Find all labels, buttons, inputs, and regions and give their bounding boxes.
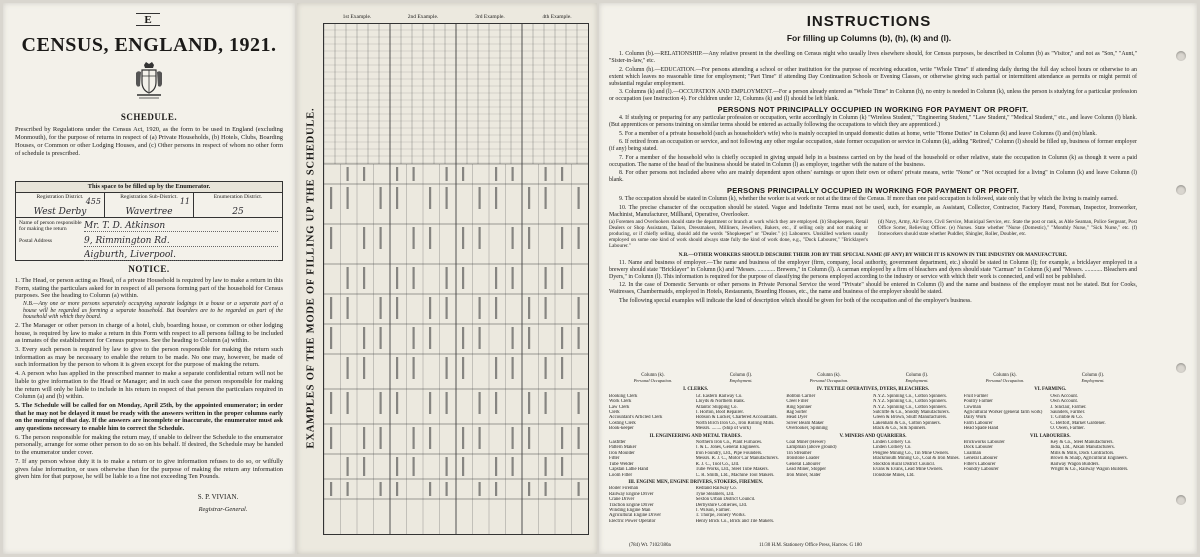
census-title: CENSUS, ENGLAND, 1921. bbox=[21, 34, 277, 56]
example-row: Head Spade Hand O. Owen, Farmer. bbox=[963, 426, 1085, 432]
example-row: Farm Labourer C. Belfort, Market Gardener. bbox=[963, 420, 1106, 426]
example-row: Lead Miner, Stopper Evans & Evans, Lead Mine Owners. bbox=[786, 467, 944, 473]
example-row: Agricultural Worker (general farm work) Saunders, Farmer. bbox=[963, 410, 1086, 416]
instruction-para: 1. Column (b).—RELATIONSHIP.—Any relative present in the dwelling on Census night who usually lives elsewhere should, for Census purposes, be described in Column (b) as "Visitor," and not as "Son," "Aunt," "Sister-in-law," etc. bbox=[609, 51, 1137, 64]
example-row: Gasfitter Northern Iron Co., Plant Furnaces. bbox=[609, 440, 763, 446]
example-row: Boiler Fireman Redland Railway Co. bbox=[609, 486, 737, 492]
example-row: General Labourer Brown & Sharp, Agricultural Engineers. bbox=[963, 456, 1128, 462]
instructions-subtitle: For filling up Columns (b), (h), (k) and (l). bbox=[786, 33, 952, 43]
instruction-para: 11. Name and business of employer.—The name and business of the employer (firm, company, local authority, government department, etc.) should be stated in Column (l); for example, a bricklayer employed in a brewery should state "Bricklayer" in Column (k) and "Messrs. ............ Brewers," in Column (l). A carman employed by a firm of bleachers and dyers should state "Carman" in Column (k) and "Messrs. ............ Bleachers and Dyers," in Column (l). This information is required for the purpose of classifying the persons employed according to the industry or service with which their work is connected, and will not be published. bbox=[609, 259, 1137, 280]
postal-address-line2: Aigburth, Liverpool. bbox=[84, 250, 278, 261]
example-row: Foundry Labourer Wright & Co., Railway Wagon Builders. bbox=[963, 467, 1129, 473]
example-row: Work Clerk Lloyds & Northern Bank. bbox=[609, 399, 745, 405]
example-row: Ironstone Loader Blackmouth Mining Co., Coal & Iron Mines. bbox=[786, 456, 960, 462]
instruction-para: 6. If retired from an occupation or service, and not following any other regular occupation, state former occupation or service in Column (k), adding "Retired," Column (l) should be filled up, business of former employer (if any) being stated. bbox=[609, 139, 1137, 152]
example-group-title: V. MINERS AND QUARRIERS. bbox=[839, 433, 907, 439]
example-group-title: IV. TEXTILE OPERATIVES, DYERS, BLEACHERS. bbox=[816, 387, 930, 393]
example-row: Winding Engine Man J. Wilson, Farmer. bbox=[609, 507, 731, 513]
example-row: Booking Clerk Gt. Eastern Railway Co. bbox=[609, 393, 743, 399]
instruction-para: 10. The precise character of the occupation should be stated. Vague and Indefinite Terms must not be used, such, for example, as Assistant, Collector, Contractor, Factory Hand, Foreman, Inspector, Ironworker, Machinist, Manufacturer, Millhand, Operative, Overlooker. bbox=[609, 204, 1137, 218]
example-column-head: Column (l). Employment. bbox=[905, 373, 929, 384]
enumeration-district bbox=[194, 193, 282, 217]
responsible-person-value: Mr. T. D. Atkinson bbox=[84, 221, 278, 232]
examples-title: EXAMPLES OF THE MODE OF FILLING UP THE SCHEDULE. bbox=[305, 107, 317, 449]
instruction-para: 2. Column (h).—EDUCATION.—For persons attending a school or other institution for the purpose of receiving education, write "Whole Time" if attending daily during the full day school hours or otherwise to an extent which leaves no reasonable time for employment; "Part Time" if attending Day Continuation Schools or Evening Classes, or otherwise giving such partial or intermittent attendance as permits or might permit of substantial regular employment. bbox=[609, 66, 1137, 87]
example-column-head: Column (l). Employment. bbox=[1081, 373, 1105, 384]
example-column-head: Column (l). Employment. bbox=[729, 373, 753, 384]
occupation-examples bbox=[609, 373, 1137, 541]
example-column-head: Column (k). Personal Occupation. bbox=[633, 373, 673, 384]
notice-para: 5. The Schedule will be called for on Monday, April 25th, by the appointed enumerator; in order that he may not be delayed it must be ready with the answers written in the proper columns early on the morning of that day. If the answers are incomplete or inaccurate, the enumerator must ask any questions necessary to enable him to correct the Schedule. bbox=[15, 401, 283, 433]
form-letter: E bbox=[136, 13, 160, 26]
example-row: Head Dyer Green & Brown, Shuff Manufacturers. bbox=[786, 415, 948, 421]
example-row: Overlooker, Spinning Black & Co., Silk Spinners. bbox=[786, 426, 927, 432]
example-row: Iron Moulder Iron Foundry, Ltd., Pipe Founders. bbox=[609, 450, 763, 456]
example-row: Loom Fitter C. R. Smith, Ltd., Machine Tool Makers. bbox=[609, 472, 775, 478]
footer-print: 11/30 H.M. Stationery Office Press, Harrow. G 180 bbox=[759, 543, 862, 548]
example-column-head: Column (k). Personal Occupation. bbox=[809, 373, 849, 384]
enumeration-district-label: Enumeration District. bbox=[213, 194, 263, 200]
notice-para: 6. The person responsible for making the return may, if unable to deliver the Schedule to the enumerator personally, arrange for some other person to do so on his behalf. If desired, the Schedule may be handed to the enumerator under cover. bbox=[15, 433, 283, 457]
registration-district bbox=[16, 193, 105, 217]
postal-address-line1: 9, Rimmington Rd. bbox=[84, 236, 278, 247]
example-row: Traction Engine Driver Derbyshire Collieries, Ltd. bbox=[609, 502, 748, 508]
example-label-3: 3rd Example. bbox=[475, 14, 505, 20]
notice-para: 3. Every such person is required by law to give to the person responsible for making the return such information as may be necessary to enable the return to be made. No one may, however, be made of such information by the person to whom it is given except for the purpose of making the return. bbox=[15, 346, 283, 369]
registration-district-value: West Derby bbox=[33, 207, 87, 217]
instruction-para: 9. The occupation should be stated in Column (k), whether the worker is at work or not at the time of the Census. If more than one paid occupation is followed, state only that by which the living is mainly earned. bbox=[619, 196, 1119, 202]
instructions-title: INSTRUCTIONS bbox=[806, 13, 932, 30]
registration-district-label: Registration District. bbox=[36, 194, 84, 200]
example-row: General Labourer Stockton Rural District Council. bbox=[786, 461, 936, 467]
instruction-para: 7. For a member of the household who is chiefly occupied in giving unpaid help in a business carried on by the head of the household or other relative, state the occupation in Column (k) as though it were a paid occupation. The name of the head of the business should be stated in Column (l) as employer, together with the nature of the business. bbox=[609, 154, 1137, 168]
registration-district-number: 455 bbox=[85, 197, 101, 206]
heading-working: PERSONS PRINCIPALLY OCCUPIED IN WORKING FOR PAYMENT OR PROFIT. bbox=[727, 186, 1019, 195]
example-row: Silver Beam Maker Lakenham & Co., Cotton Spinners. bbox=[786, 420, 941, 426]
punch-hole bbox=[1176, 51, 1186, 61]
occupation-notes-right: (d) Navy, Army, Air Force, Civil Service, Municipal Service, etc. State the post or rank, as Able Seaman, Police Sergeant, Post Office Sorter, Relieving Officer. (e) Nurses. State whether "Nurse (Domestic)," "Monthly Nurse," "Sick Nurse," etc. (f) Ironworkers should state whether Puddler, Shingler, Roller, Doubler, etc. bbox=[878, 219, 1137, 237]
example-label-2: 2nd Example. bbox=[407, 14, 439, 20]
example-label-4: 4th Example. bbox=[542, 14, 572, 20]
example-row: Book-keeper Messrs. ........ (Ship of work) bbox=[609, 426, 751, 432]
punch-hole bbox=[1176, 495, 1186, 505]
example-group-title: II. ENGINEERING AND METAL TRADES. bbox=[649, 433, 742, 439]
instructions-page bbox=[599, 3, 1197, 554]
example-row: Rag Sorter Sutcliffe & Co., Shoddy Manufacturers. bbox=[786, 410, 950, 416]
nb-line: N.B.—OTHER WORKERS SHOULD DESCRIBE THEIR JOB BY THE SPECIAL NAME (IF ANY) BY WHICH IT IS KNOWN IN THE INDUSTRY OR MANUFACTURE. bbox=[678, 251, 1068, 258]
example-row: Creel Filler N.Y.Z. Spinning Co., Cotton Spinners. bbox=[786, 399, 948, 405]
instruction-para: 8. For other persons not included above who are mainly dependent upon others' earnings or upon their own or others' private means, write "None" or "Not occupied for a living" in Column (k) and leave Column (l) blank. bbox=[609, 170, 1137, 183]
notice-para: 4. A person who has applied in the prescribed manner to make a separate confidential return will not be liable to give information to the Head or Manager; and in such case the person responsible for making the return will only be liable to include in his return in respect of that person the particulars required in Column (a) and (b) within. bbox=[15, 370, 283, 401]
instructions-body bbox=[609, 51, 1137, 306]
notice-para: N.B.—Any one or more persons separately occupying separate lodgings in a house or a separate part of a house will be regarded as forming a separate household. But boarders are to be regarded as part of the household with which they board. bbox=[23, 301, 283, 321]
notice-heading: NOTICE. bbox=[128, 264, 170, 274]
registration-sub-district-value: Wavertree bbox=[125, 207, 173, 217]
example-row: Law Clerk Atlantic Shipping Co. bbox=[609, 404, 738, 410]
example-column bbox=[609, 385, 782, 524]
postal-address-label: Postal Address bbox=[19, 238, 53, 244]
example-row: Fitter Messrs. R. J. C., Motor Car Manufacturers. bbox=[609, 456, 779, 462]
example-row: Coal Miner (Hewer) Linden Colliery Co. bbox=[786, 440, 912, 446]
example-row: Poultry Farmer Own Account. bbox=[963, 399, 1079, 405]
punch-hole bbox=[1176, 363, 1186, 373]
example-row: Clerk J. Horton, Boot Repairer. bbox=[609, 410, 744, 416]
occupation-notes-left: (a) Foremen and Overlookers should state the department or branch at work which they are employed. (b) Shopkeepers, Retail Dealers or Shop Assistants, Tailors, Dressmakers, Milliners, Jewellers, Bakers, etc., if selling only and not making or producing, or if chiefly selling, should add the words "Shopkeeper" or "Dealer." (c) Labourers. Unskilled workers usually employed on some one kind of work should always state fully the kind of work done, e.g., "Dock Labourer," "Bricklayer's Labourer." bbox=[609, 219, 868, 249]
examples-grid bbox=[324, 24, 588, 534]
example-row: Costing Clerk North Birch Iron Co., Iron Rolling Mills. bbox=[609, 420, 775, 426]
registration-sub-district-label: Registration Sub-District. bbox=[120, 194, 178, 200]
example-row: Ring Spinner N.Y.Z. Spinning Co., Cotton Spinners. bbox=[786, 404, 948, 410]
census-schedule-cover-page bbox=[3, 3, 295, 554]
instruction-para: 5. For a member of a private household (such as householder's wife) who is mainly occupied in unpaid domestic duties at home, write "Home Duties" in Column (k) and leave Columns (l) and (m) blank. bbox=[619, 130, 1097, 137]
instruction-para: 12. In the case of Domestic Servants or other persons in Private Personal Service the word "Private" should be entered in Column (l) and the name and business of the employer must not be stated. But for Cooks, Waitresses, Chambermaids, employed in Hotels, Restaurants, Boarding Houses, etc., the name and business of the employer should be stated. bbox=[609, 282, 1137, 296]
example-row: Coalman Mills & Mills, Dock Contractors. bbox=[963, 450, 1115, 456]
example-row: Agricultural Engine Driver T. Thorpe, Joinery Works. bbox=[609, 513, 746, 519]
schedule-heading: SCHEDULE. bbox=[120, 112, 178, 122]
example-row: Lampman (above ground) Linden Colliery Co. bbox=[786, 445, 912, 451]
enumerator-box bbox=[15, 181, 283, 261]
example-row: Electric Power Operator Henry Brick Co., Brick and Tile Makers. bbox=[609, 518, 775, 524]
example-row: Brickworks Labourer Key & Co., Steel Manufacturers. bbox=[963, 440, 1114, 446]
signature-title: Registrar-General. bbox=[198, 506, 248, 513]
example-group-title: VI. FARMING. bbox=[1034, 387, 1067, 393]
example-row: Fitter's Labourer Railway Wagon Builders. bbox=[963, 461, 1100, 467]
examples-table bbox=[323, 14, 589, 535]
schedule-intro: Prescribed by Regulations under the Census Act, 1920, as the form to be used in England (excluding Monmouth), for the purpose of returns in respect of (a) Private Households, (b) Hotels, Clubs, Boarding Houses, or Common or other Lodging Houses, and (c) Other persons in respect of whom no other form of schedule is prescribed. bbox=[15, 126, 283, 157]
example-row: Tube Welder R. J. C., Tool Co., Ltd. bbox=[609, 461, 740, 467]
example-row: Cowman J. Sinclair, Farmer. bbox=[963, 404, 1087, 410]
punch-hole bbox=[1176, 185, 1186, 195]
example-row: Tin Streamer Pengree Mining Co., Tin Mine Owners. bbox=[786, 450, 950, 456]
example-column bbox=[786, 385, 959, 524]
example-row: Fruit Farmer Own Account. bbox=[963, 393, 1079, 399]
instruction-para: 4. If studying or preparing for any particular profession or occupation, write accordingly in Column (k) "Wireless Student," "Engineering Student," "Law Student," "Medical Student," etc., and leave Column (l) blank. (But apprentices or persons training on similar terms should be entered as actually following the occupations to which they are apprenticed.) bbox=[609, 115, 1137, 128]
example-row: Crane Driver Sexton Urban District Council. bbox=[609, 497, 756, 503]
heading-not-working: PERSONS NOT PRINCIPALLY OCCUPIED IN WORKING FOR PAYMENT OR PROFIT. bbox=[717, 105, 1029, 114]
example-label-1: 1st Example. bbox=[342, 14, 372, 20]
notice-para: 1. The Head, or person acting as Head, of a private Household is required by law to make a return in this Form, stating the particulars asked for in respect of all persons forming part of the household for Census purposes. See the heading to Column (a) within. bbox=[15, 277, 283, 300]
registration-sub-district-number: 11 bbox=[179, 197, 190, 206]
example-row: Dock Labourer India, Ltd., Alkali Manufacturers. bbox=[963, 445, 1115, 451]
instruction-para: 3. Columns (k) and (l).—OCCUPATION AND EMPLOYMENT.—For a person already entered as "Whole Time" in Column (h), no entry is needed in Column (k), unless the person is studying for a particular profession or occupation (see Instruction 4). For children under 12, Columns (k) and (l) should be left blank. bbox=[609, 89, 1137, 102]
examples-page bbox=[297, 3, 597, 554]
example-row: Accountant's Articled Clerk Hobson & Lucker, Chartered Accountants. bbox=[609, 415, 778, 421]
registration-sub-district bbox=[105, 193, 194, 217]
example-row: Pattern Maker J. & L. Jones, General Engineers. bbox=[609, 445, 761, 451]
example-column bbox=[964, 385, 1137, 524]
instruction-para: The following special examples will indicate the kind of description which should be given for both of the occupation and of the employer's business. bbox=[619, 297, 972, 304]
signature-name: S. P. VIVIAN. bbox=[197, 493, 239, 501]
enumeration-district-value: 25 bbox=[232, 207, 244, 217]
example-row: Railway Engine Driver Tyne Steamers, Ltd. bbox=[609, 491, 735, 497]
example-group-title: III. ENGINE MEN, ENGINE DRIVERS, STOKERS, FIREMEN. bbox=[628, 479, 763, 485]
example-group-title: VII. LABOURERS. bbox=[1029, 433, 1071, 439]
enumerator-box-header: This space to be filled up by the Enumerator. bbox=[16, 182, 282, 193]
example-row: Capstan Lathe Hand Tube Works, Ltd., Steel Tube Makers. bbox=[609, 467, 769, 473]
example-row: Iron Miner, Slater Ironstone Mines, Ltd. bbox=[786, 472, 915, 478]
example-group-title: I. CLERKS. bbox=[683, 387, 709, 393]
notice-para: 2. The Manager or other person in charge of a hotel, club, boarding house, or common or other lodging house, is required by law to make a return in this Form with respect to all persons falling to be included as inmates of the establishment for Census purposes. See the heading to Column (a) within. bbox=[15, 321, 283, 345]
footer-code: (784) Wt. 7102/380a bbox=[629, 543, 671, 548]
example-column-head: Column (k). Personal Occupation. bbox=[985, 373, 1025, 384]
notice-text bbox=[15, 277, 283, 482]
responsible-person-label: Name of person responsible for making the return bbox=[19, 220, 82, 232]
example-row: Dairy Work T. Grinble & Co. bbox=[963, 415, 1083, 421]
example-row: Bobbin Carrier N.Y.Z. Spinning Co., Cotton Spinners. bbox=[786, 393, 948, 399]
royal-coat-of-arms-icon bbox=[134, 61, 164, 101]
notice-para: 7. If any person whose duty it is to make a return or to give information refuses to do so, or wilfully gives false information, or uses otherwise than for the purpose of making the return any information given him for that purpose, he will be liable to a fine not exceeding Ten Pounds. bbox=[15, 457, 283, 481]
